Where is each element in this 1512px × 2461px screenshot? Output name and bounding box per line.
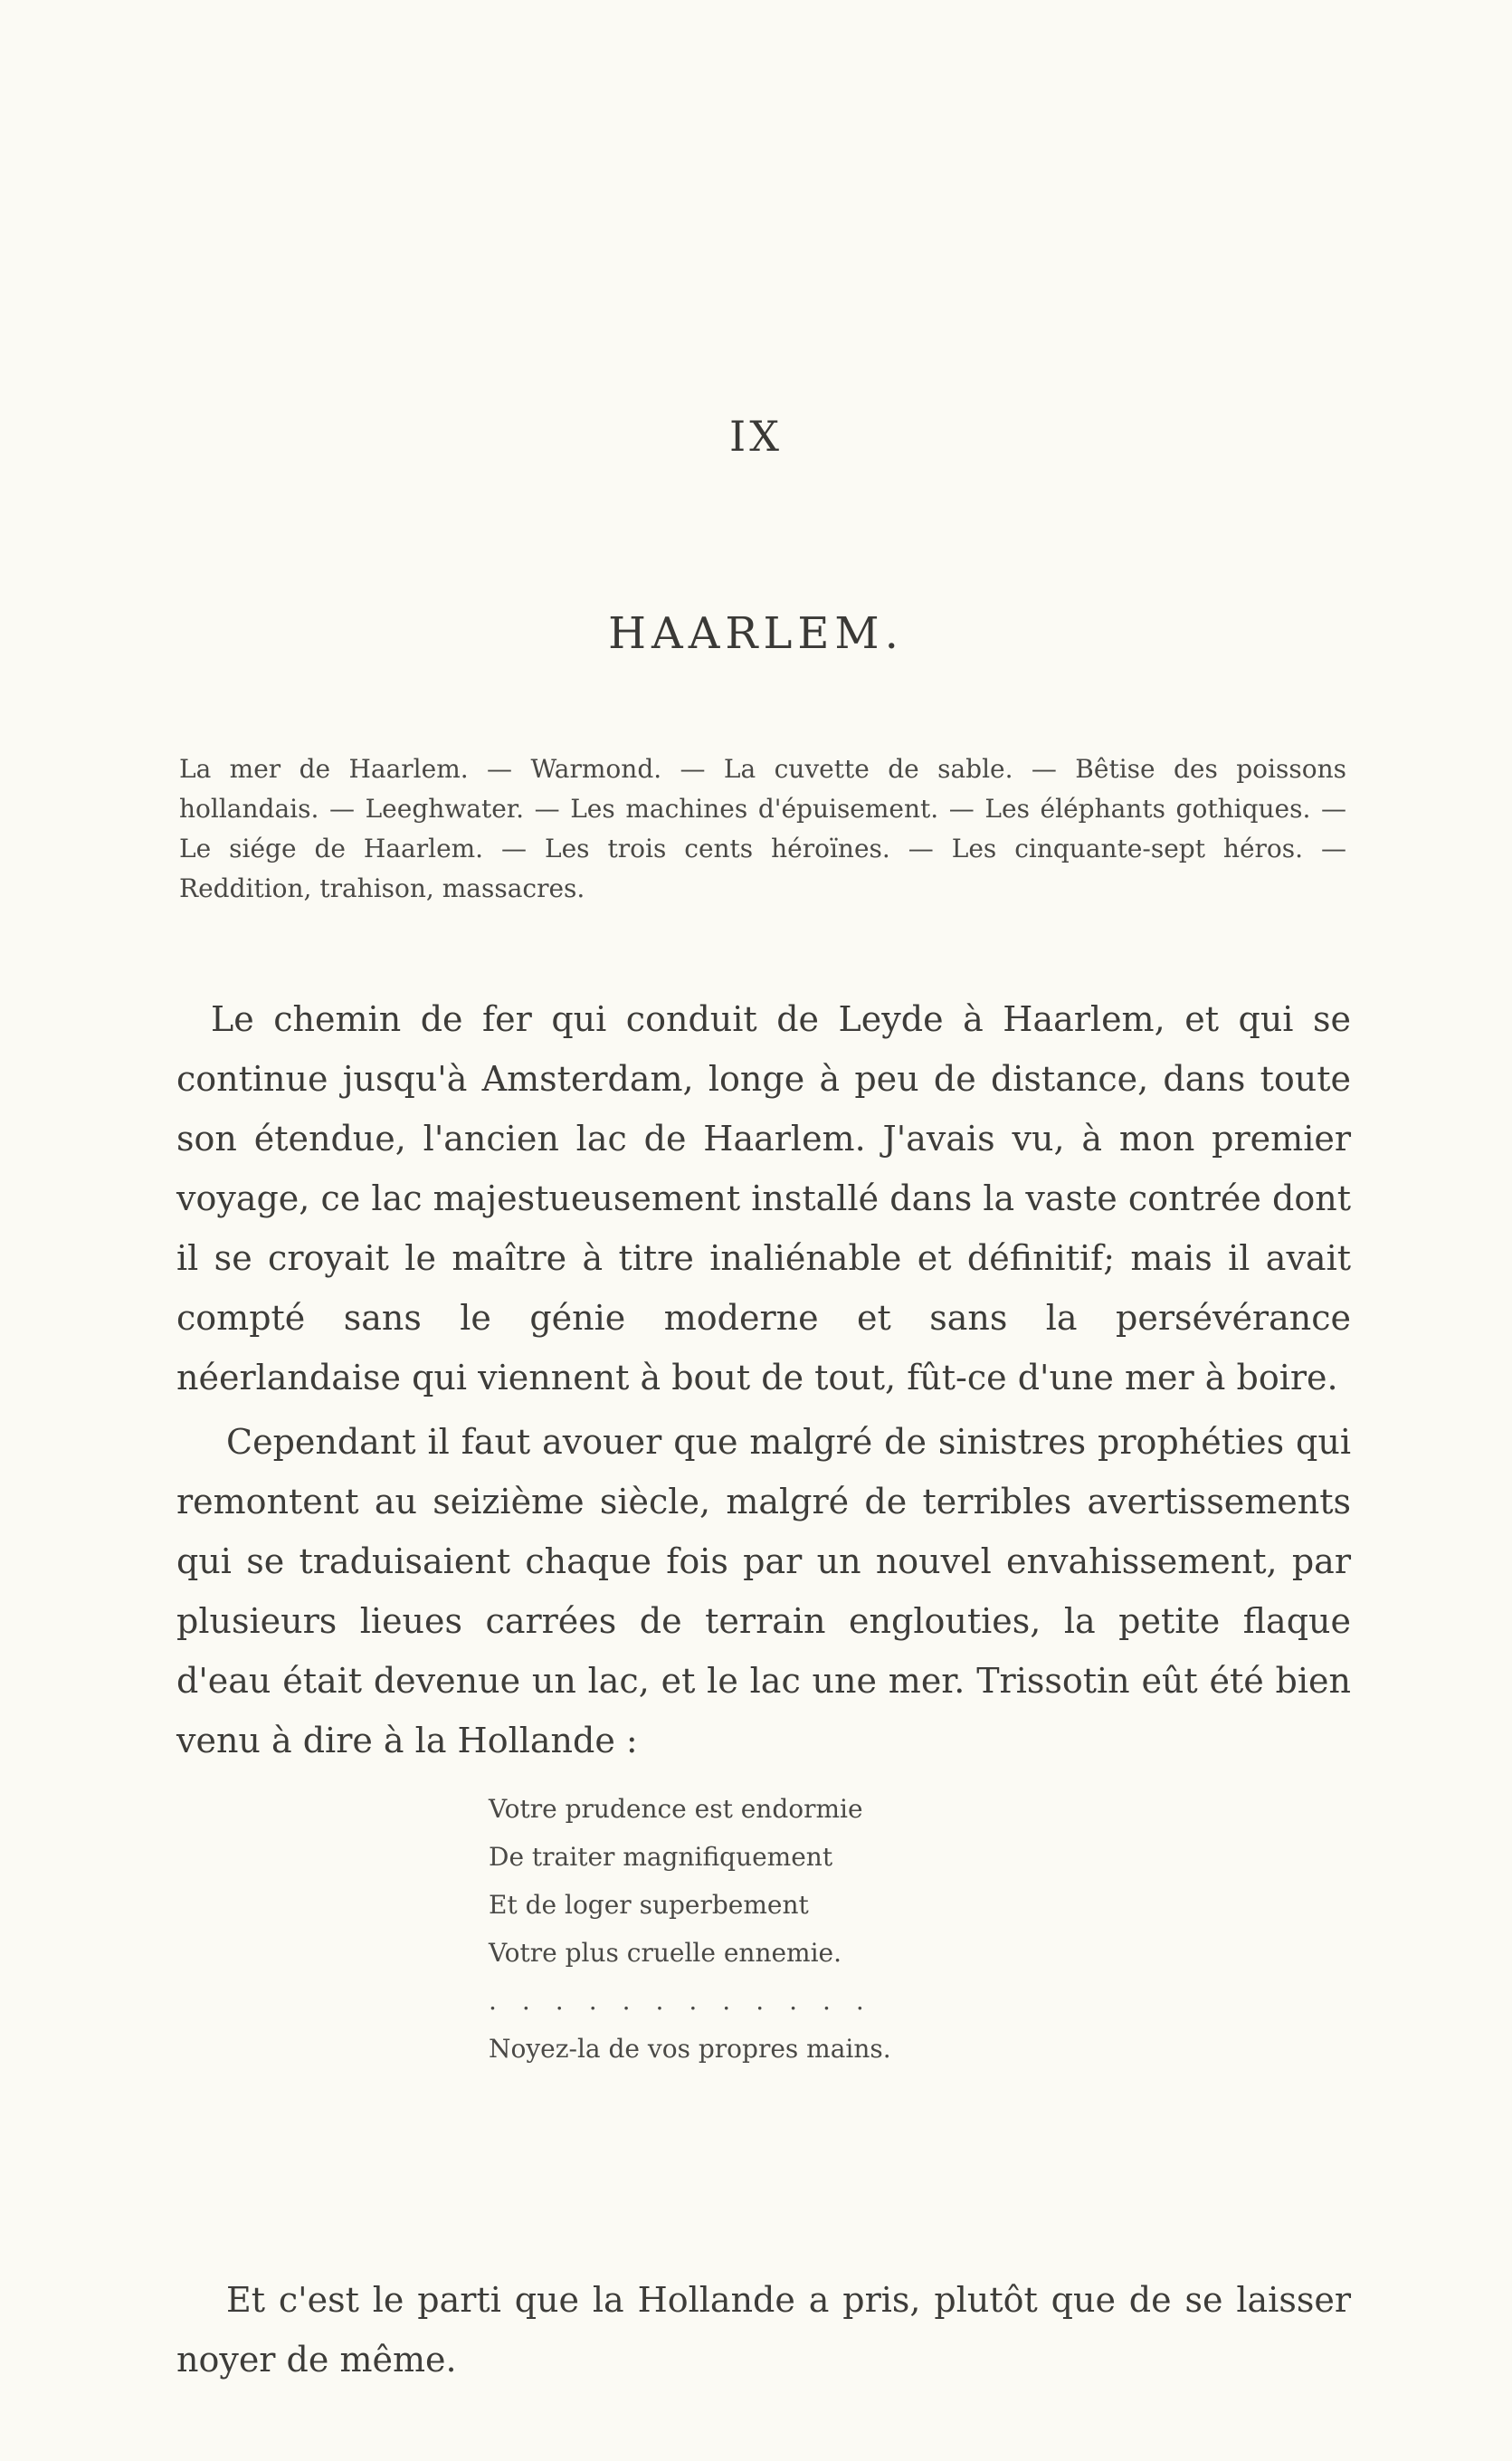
verse-line: Et de loger superbement (489, 1890, 809, 1920)
paragraph-3: Et c'est le parti que la Hollande a pris, plutôt que de se laisser noyer de même. (176, 2280, 1351, 2380)
verse-line: Votre prudence est endormie (489, 1794, 863, 1824)
chapter-title: HAARLEM. (608, 608, 904, 659)
verse-ellipsis: ............ (489, 1986, 889, 2016)
verse-line: Noyez-la de vos propres mains. (489, 2034, 891, 2064)
verse-quotation (489, 1785, 1032, 2073)
chapter-summary: La mer de Haarlem. — Warmond. — La cuvette de sable. — Bêtise des poissons hollandais. — Leeghwater. — Les machines d'épuisement. — Les éléphants gothiques. — Le siége de Haarlem. — Les trois cents héroïnes. — Les cinquante-sept héros. — Reddition, trahison, massacres. (179, 754, 1346, 903)
verse-line: Votre plus cruelle ennemie. (489, 1938, 842, 1968)
paragraph-2: Cependant il faut avouer que malgré de sinistres prophéties qui remontent au seizième siècle, malgré de terribles avertissements qui se traduisaient chaque fois par un nouvel envahissement, par plusieurs lieues carrées de terrain englouties, la petite flaque d'eau était devenue un lac, et le lac une mer. Trissotin eût été bien venu à dire à la Hollande : (176, 1422, 1351, 1760)
chapter-number: IX (729, 412, 783, 461)
paragraph-1: Le chemin de fer qui conduit de Leyde à Haarlem, et qui se continue jusqu'à Amsterdam, longe à peu de distance, dans toute son étendue, l'ancien lac de Haarlem. J'avais vu, à mon premier voyage, ce lac majestueusement installé dans la vaste contrée dont il se croyait le maître à titre inaliénable et définitif; mais il avait compté sans le génie moderne et sans la persévérance néerlandaise qui viennent à bout de tout, fût-ce d'une mer à boire. (176, 999, 1351, 1397)
verse-line: De traiter magnifiquement (489, 1842, 833, 1872)
